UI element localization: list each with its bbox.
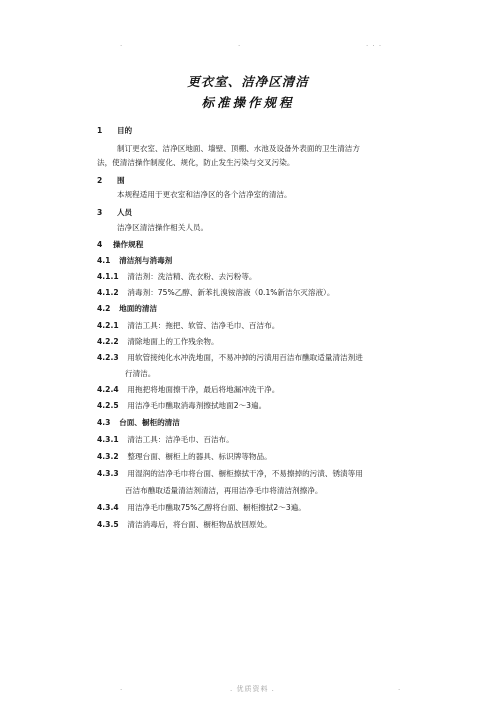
section-number: 4.2: [97, 304, 111, 313]
item-number: 4.1.1: [97, 272, 119, 281]
item-number: 4.1.2: [97, 288, 119, 297]
item-text: 用软管接纯化水冲洗地面，不易冲掉的污渍用百洁布醮取适量清洁剂进: [127, 353, 363, 362]
section-label: 台面、橱柜的清洁: [119, 418, 180, 427]
item-4-2-4: [97, 384, 279, 395]
item-text: 用洁净毛巾醮取75%乙醇将台面、橱柜擦拭2～3遍。: [127, 503, 306, 512]
item-number: 4.2.2: [97, 337, 119, 346]
item-number: 4.3.3: [97, 469, 119, 478]
section-2-text: 本规程适用于更衣室和洁净区的各个洁净室的清洁。: [117, 190, 292, 199]
item-text: 用拖把将地面擦干净，最后将地漏冲洗干净。: [127, 385, 280, 394]
item-number: 4.2.1: [97, 321, 119, 330]
section-4-1-heading: [97, 255, 172, 266]
item-4-3-2: [97, 451, 272, 462]
section-label: 地面的清洁: [119, 304, 158, 313]
item-text: 用湿润的洁净毛巾将台面、橱柜擦拭干净，不易擦掉的污渍、锈渍等用: [127, 469, 363, 478]
section-label: 人员: [116, 208, 133, 217]
item-number: 4.3.5: [97, 520, 119, 529]
section-2-heading: [97, 175, 125, 186]
section-4-3-heading: [97, 417, 180, 428]
item-4-1-1: [97, 271, 257, 282]
section-1-text-line2: 法，使清洁操作制度化、规化，防止发生污染与交叉污染。: [97, 158, 295, 167]
section-4-2-heading: [97, 303, 157, 314]
item-4-3-5: [97, 519, 272, 530]
item-4-2-3: [97, 352, 363, 363]
item-number: 4.2.4: [97, 385, 119, 394]
section-3-text: 洁净区清洁操作相关人员。: [117, 223, 209, 232]
item-text: 整理台面、橱柜上的器具、标识牌等物品。: [127, 452, 272, 461]
section-1-heading: [97, 125, 132, 136]
item-text: 清洁工具：拖把、软管、洁净毛巾、百洁布。: [127, 321, 280, 330]
footer-label: . 优质资料 .: [230, 685, 275, 693]
item-4-3-3: [97, 468, 363, 479]
item-4-1-2: [97, 287, 334, 298]
item-4-3-3-continuation: 百洁布醮取适量清洁剂清洁，再用洁净毛巾将清洁剂擦净。: [125, 486, 323, 495]
section-number: 4.3: [97, 418, 111, 427]
section-number: 1: [97, 126, 103, 135]
doc-title: 更衣室、洁净区清洁: [187, 74, 309, 89]
footer-dot-right: .: [398, 684, 402, 692]
section-4-heading: [97, 239, 143, 250]
item-4-2-5: [97, 400, 266, 411]
item-4-2-1: [97, 320, 279, 331]
doc-subtitle: 标准操作规程: [201, 95, 295, 110]
header-dot-left: .: [120, 40, 124, 48]
item-text: 清除地面上的工作残余物。: [127, 337, 219, 346]
item-text: 清洁消毒后，将台面、橱柜物品放回原处。: [127, 520, 272, 529]
item-4-3-1: [97, 434, 234, 445]
section-number: 3: [97, 208, 103, 217]
item-text: 用洁净毛巾醮取消毒剂擦拭地面2～3遍。: [127, 401, 267, 410]
section-number: 4.1: [97, 256, 111, 265]
item-4-3-4: [97, 502, 306, 513]
section-label: 目的: [116, 126, 133, 135]
section-1-text-line1: 制订更衣室、洁净区地面、墙壁、顶棚、水池及设备外表面的卫生清洁方: [117, 144, 360, 153]
item-text: 清洁剂：洗洁精、洗衣粉、去污粉等。: [127, 272, 257, 281]
item-number: 4.2.3: [97, 353, 119, 362]
item-4-2-2: [97, 336, 219, 347]
header-dot-right: . . .: [366, 40, 383, 48]
item-text: 清洁工具：洁净毛巾、百洁布。: [127, 435, 234, 444]
item-number: 4.3.2: [97, 452, 119, 461]
section-label: 操作规程: [112, 240, 144, 249]
item-number: 4.3.1: [97, 435, 119, 444]
section-3-heading: [97, 207, 132, 218]
section-number: 2: [97, 176, 103, 185]
item-text: 消毒剂：75%乙醇、新苯扎溴铵溶液（0.1%新洁尔灭溶液）。: [127, 288, 335, 297]
item-4-2-3-continuation: 行清洁。: [125, 369, 156, 378]
item-number: 4.2.5: [97, 401, 119, 410]
section-label: 围: [116, 176, 125, 185]
footer-dot-left: .: [120, 684, 124, 692]
section-label: 清洁剂与消毒剂: [119, 256, 173, 265]
item-number: 4.3.4: [97, 503, 119, 512]
header-dot-center: .: [238, 40, 242, 48]
section-number: 4: [97, 240, 103, 249]
